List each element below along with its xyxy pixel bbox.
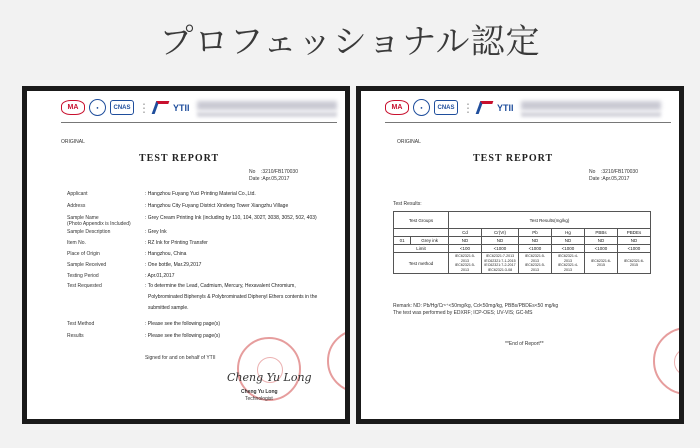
header-logos [61, 99, 190, 116]
report-no-value: :3210/FB170030 [261, 169, 298, 175]
result-cell: ND [552, 237, 585, 245]
method-cell: IEC62321:5-2013 IEC62321:5-2013 [449, 253, 482, 274]
report-date-label: Date [589, 176, 600, 182]
method-cell: IEC62321:7-2013 IEC62321:7-1-2015 IEC62321:7-2-2017 IEC62321:3-08 [482, 253, 519, 274]
end-of-report: **End of Report** [505, 341, 544, 347]
edge-stamp [327, 329, 345, 393]
column-header: Hg [552, 229, 585, 237]
row-sample: Grey ink [411, 237, 449, 245]
method-cell: IEC62321:4-2013 IEC62321:4-2013 [552, 253, 585, 274]
test-groups-header: Test Groups [394, 212, 449, 229]
remark-limits: Remark: ND: Pb/Hg/Cr⁶⁺<50mg/kg, Cd<50mg/kg, PBBs/PBDEs<50 mg/kg [393, 303, 559, 309]
original-label: ORIGINAL [61, 139, 85, 145]
field-value: : RZ Ink for Printing Transfer [145, 240, 208, 246]
method-cell: IEC62321:6-2015 [618, 253, 651, 274]
ytii-logo-text: YTII [497, 102, 514, 113]
field-value: : Hangzhou, China [145, 251, 187, 257]
remark-methods: The test was performed by EDXRF; ICP-OES; UV-VIS; GC-MS [393, 310, 533, 316]
test-report-page-2 [361, 91, 679, 419]
column-header: Pb [519, 229, 552, 237]
original-label: ORIGINAL [397, 139, 421, 145]
header-divider [385, 122, 671, 123]
edge-stamp [653, 327, 679, 395]
limit-cell: <1000 [552, 245, 585, 253]
column-header: PBDEs [618, 229, 651, 237]
limit-cell: <100 [449, 245, 482, 253]
header-divider [61, 122, 337, 123]
field-value: : Apr.01,2017 [145, 273, 175, 279]
field-label: (Photo Appendix is Included) [67, 221, 131, 227]
field-label: Item No. [67, 240, 86, 246]
report-date-value: :Apr.05,2017 [601, 176, 630, 182]
method-row [394, 253, 651, 274]
report-title: TEST REPORT [473, 153, 554, 164]
limit-row [394, 245, 651, 253]
table-row [394, 237, 651, 245]
method-cell: IEC62321:5-2013 IEC62321:5-2013 [519, 253, 552, 274]
header-logos [385, 99, 514, 116]
blurred-institute-name [197, 101, 337, 110]
report-no-label: No [589, 169, 596, 175]
accreditation-marks: ▪▪ ▪▪ ▪▪ [142, 101, 146, 114]
ma-logo: MA [61, 100, 85, 115]
field-label: Sample Description [67, 229, 111, 235]
field-label: Address [67, 203, 86, 209]
ilac-logo: ● [89, 99, 106, 116]
table-columns-row [394, 229, 651, 237]
result-cell: ND [585, 237, 618, 245]
report-date-value: :Apr.05,2017 [261, 176, 290, 182]
result-cell: ND [449, 237, 482, 245]
result-cell: ND [618, 237, 651, 245]
field-value: : Please see the following page(s) [145, 333, 221, 339]
field-label: Place of Origin [67, 251, 100, 257]
field-value: Polybrominated Biphenyls & Polybrominated Diphenyl Ethers contents in the [148, 294, 318, 300]
method-cell: IEC62321:6-2015 [585, 253, 618, 274]
report-no-value: :3210/FB170030 [601, 169, 638, 175]
field-label: Sample Received [67, 262, 107, 268]
report-date-label: Date [249, 176, 260, 182]
certificate-frame-left [22, 86, 350, 424]
field-label: Testing Period [67, 273, 99, 279]
signature-script: Cheng Yu Long [227, 371, 312, 384]
test-results-label: Test Results: [393, 201, 422, 207]
results-table [393, 211, 651, 274]
report-title: TEST REPORT [139, 153, 220, 164]
column-header: PBBs [585, 229, 618, 237]
field-value: : Please see the following page(s) [145, 321, 221, 327]
signed-on-behalf: Signed for and on behalf of YTII [145, 355, 216, 361]
field-value: submitted sample. [148, 305, 189, 311]
field-label: Applicant [67, 191, 88, 197]
field-label: Test Requested [67, 283, 102, 289]
blurred-institute-name [521, 101, 661, 110]
blurred-institute-subtitle [197, 112, 337, 117]
ytii-logo-text: YTII [173, 102, 190, 113]
column-header: Cr(VI) [482, 229, 519, 237]
ytii-logo-icon [152, 101, 170, 114]
limit-label: Limit [394, 245, 449, 253]
field-value: : To determine the Lead, Cadmium, Mercury, Hexavalent Chromium, [145, 283, 296, 289]
table-header-row [394, 212, 651, 229]
accreditation-marks: ▪▪ ▪▪ ▪▪ [466, 101, 470, 114]
limit-cell: <1000 [482, 245, 519, 253]
test-report-page-1 [27, 91, 345, 419]
ilac-logo: ● [413, 99, 430, 116]
column-header: Cd [449, 229, 482, 237]
ytii-logo-icon [476, 101, 494, 114]
method-label: Test method [394, 253, 449, 274]
report-no-label: No [249, 169, 256, 175]
result-cell: ND [519, 237, 552, 245]
ma-logo: MA [385, 100, 409, 115]
row-number: 01 [394, 237, 411, 245]
field-label: Sample Name [67, 215, 99, 221]
field-value: : One bottle, Mar.29,2017 [145, 262, 202, 268]
blurred-institute-subtitle [521, 112, 661, 117]
limit-cell: <1000 [585, 245, 618, 253]
field-label: Results [67, 333, 84, 339]
cnas-logo: CNAS [110, 100, 134, 115]
limit-cell: <1000 [618, 245, 651, 253]
signer-name: Cheng Yu Long [241, 389, 278, 395]
field-value: : Grey Cream Printing Ink (including by 110, 104, 302T, 3038, 3052, 502, 403) [145, 215, 317, 221]
field-label: Test Method [67, 321, 95, 327]
test-results-header: Test Results(mg/kg) [449, 212, 651, 229]
field-value: : Hangzhou Fuyang Yuci Printing Material Co.,Ltd. [145, 191, 256, 197]
result-cell: ND [482, 237, 519, 245]
certificate-frame-right [356, 86, 684, 424]
signer-title: Technologist [245, 396, 273, 402]
field-value: : Hangzhou City Fuyang District Xindeng Tower Xiangzhu Village [145, 203, 289, 209]
cnas-logo: CNAS [434, 100, 458, 115]
field-value: : Grey Ink [145, 229, 167, 235]
page-heading: プロフェッショナル認定 [159, 22, 541, 62]
limit-cell: <1000 [519, 245, 552, 253]
